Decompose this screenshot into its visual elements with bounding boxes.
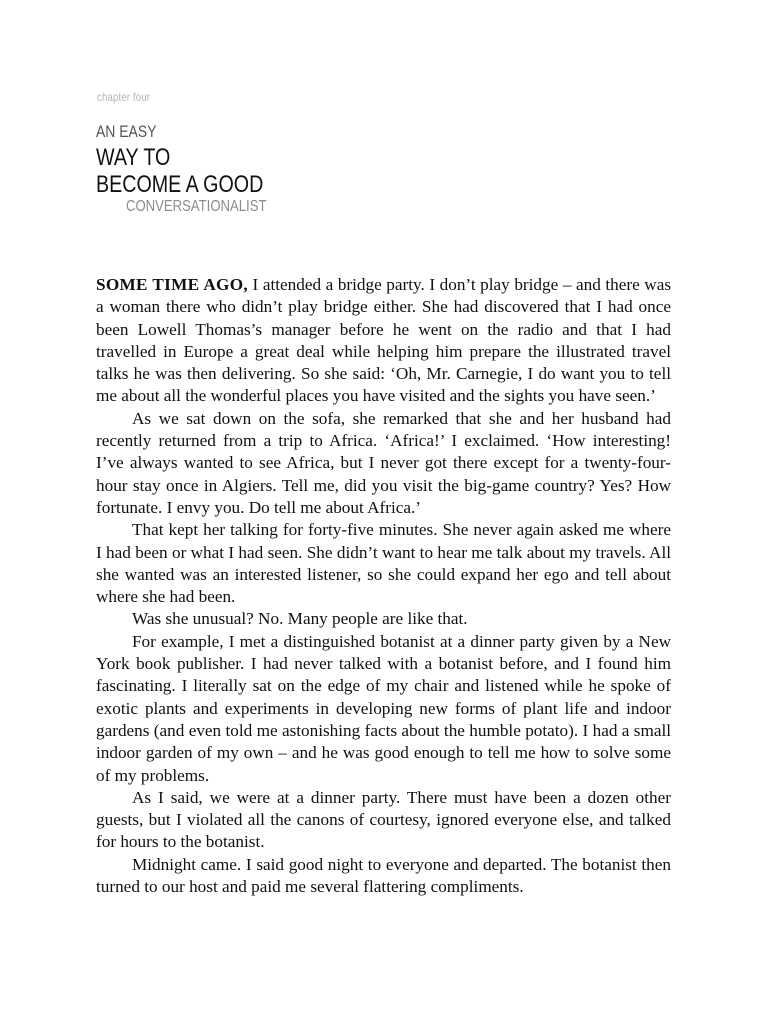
paragraph-3: That kept her talking for forty-five minutes. She never again asked me where I had been or what I had seen. She didn’t want to hear me talk about my travels. All she wanted was an interested listener, so she could expand her ego and tell about where she had been. [96, 520, 671, 607]
lead-in: SOME TIME AGO, [96, 275, 248, 294]
chapter-title-line-1: AN EASY [96, 122, 157, 141]
chapter-body [96, 274, 671, 898]
chapter-label: chapter four [97, 90, 151, 104]
chapter-title-line-4: CONVERSATIONALIST [126, 198, 267, 215]
paragraph-7: Midnight came. I said good night to everyone and departed. The botanist then turned to our host and paid me several flattering compliments. [96, 854, 671, 897]
chapter-title-line-3: BECOME A GOOD [96, 171, 264, 198]
paragraph-4: Was she unusual? No. Many people are like that. [132, 609, 468, 629]
chapter-title-line-2: WAY TO [96, 144, 171, 171]
paragraph-1-text: I attended a bridge party. I don’t play bridge – and there was a woman there who didn’t play bridge either. She had discovered that I had once been Lowell Thomas’s manager before he went on the radio and that I had travelled in Europe a great deal while helping him prepare the illustrated travel talks he was then delivering. So she said: ‘Oh, Mr. Carnegie, I do want you to tell me about all the wonderful places you have visited and the sights you have seen.’ [96, 275, 672, 406]
paragraph-5: For example, I met a distinguished botanist at a dinner party given by a New York book publisher. I had never talked with a botanist before, and I found him fascinating. I literally sat on the edge of my chair and listened while he spoke of exotic plants and experiments in developing new forms of plant life and indoor gardens (and even told me astonishing facts about the humble potato). I had a small indoor garden of my own – and he was good enough to tell me how to solve some of my problems. [96, 631, 671, 785]
paragraph-6: As I said, we were at a dinner party. There must have been a dozen other guests, but I violated all the canons of courtesy, ignored everyone else, and talked for hours to the botanist. [96, 787, 671, 852]
paragraph-1 [96, 274, 671, 408]
paragraph-2: As we sat down on the sofa, she remarked that she and her husband had recently returned from a trip to Africa. ‘Africa!’ I exclaimed. ‘How interesting! I’ve always wanted to see Africa, but I never got there except for a twenty-four-hour stay once in Algiers. Tell me, did you visit the big-game country? Yes? How fortunate. I envy you. Do tell me about Africa.’ [96, 408, 671, 517]
